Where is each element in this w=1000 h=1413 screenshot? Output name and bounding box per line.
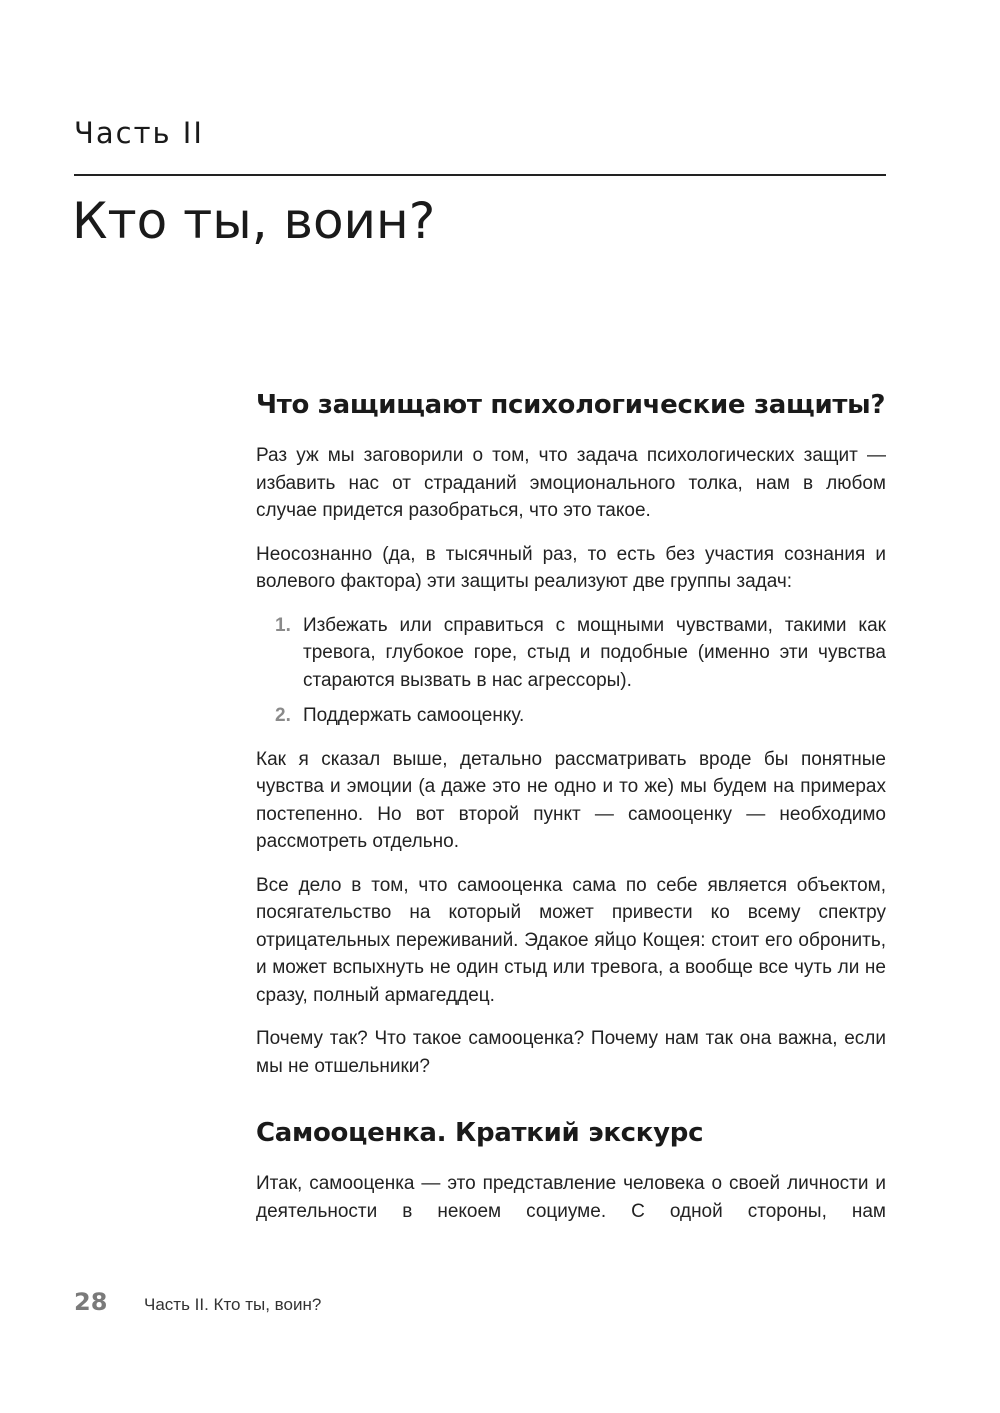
header-divider [74,174,886,176]
list-number: 2. [275,705,291,726]
section-heading: Самооценка. Краткий экскурс [256,1118,704,1148]
paragraph: Итак, самооценка — это представление человека о своей личности и деятельности в некоем социуме. С одной стороны, нам [256,1173,886,1222]
list-item [275,612,886,695]
paragraph: Все дело в том, что самооценка сама по себе является объектом, посягательство на который может привести ко всему спектру отрицательных переживаний. Эдакое яйцо Кощея: стоит его обронить, и может вспыхнуть не один стыд или тревога, а вообще все чуть ли не сразу, полный армагеддец. [256,874,886,1006]
page-footer [74,1288,321,1316]
paragraph: Неосознанно (да, в тысячный раз, то есть без участия сознания и волевого фактора) эти защиты реализуют две группы задач: [256,543,886,592]
paragraph: Как я сказал выше, детально рассматривать вроде бы понятные чувства и эмоции (а даже это не одно и то же) мы будем на примерах постепенно. Но вот второй пункт — самооценку — необходимо рассмотреть отдельно. [256,748,886,852]
paragraph: Раз уж мы заговорили о том, что задача психологических защит — избавить нас от страданий эмоционального толка, нам в любом случае придется разобраться, что это такое. [256,445,886,521]
running-head: Часть II. Кто ты, воин? [144,1295,322,1314]
list-item-text: Избежать или справиться с мощными чувствами, такими как тревога, глубокое горе, стыд и подобные (именно эти чувства стараются вызвать в нас агрессоры). [303,614,886,691]
section-heading: Что защищают психологические защиты? [256,390,886,420]
page-number: 28 [74,1288,108,1316]
list-number: 1. [275,614,291,636]
main-content [256,390,886,1241]
part-label: Часть II [74,116,204,150]
list-item-text: Поддержать самооценку. [303,705,525,726]
chapter-title: Кто ты, воин? [72,192,436,250]
numbered-list [256,612,886,730]
list-item [275,702,886,730]
paragraph: Почему так? Что такое самооценка? Почему нам так она важна, если мы не отшельники? [256,1028,886,1077]
